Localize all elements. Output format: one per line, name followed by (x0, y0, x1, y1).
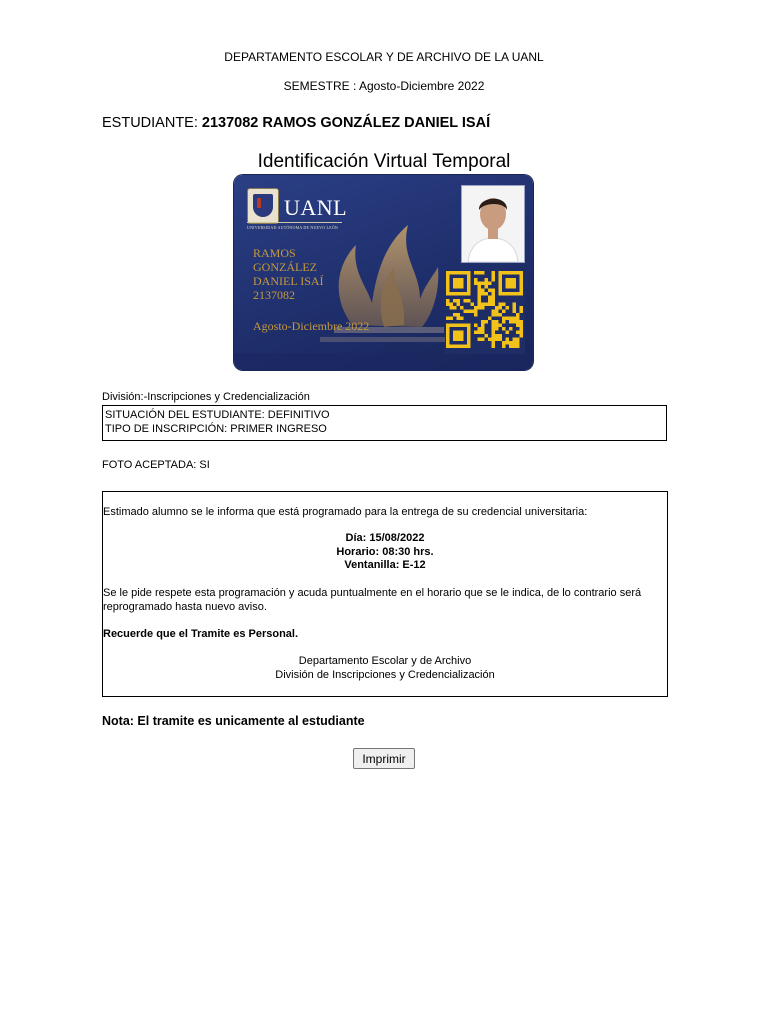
notice-request-line: reprogramado hasta nuevo aviso. (103, 600, 267, 613)
signature-department: Departamento Escolar y de Archivo (298, 655, 472, 667)
notice-intro: Estimado alumno se le informa que está programado para la entrega de su credencial universitaria: (103, 506, 588, 518)
student-photo (461, 185, 525, 263)
card-semester: Agosto-Diciembre 2022 (253, 319, 370, 333)
card-title: Identificación Virtual Temporal (257, 151, 511, 172)
card-student-id: 2137082 (253, 288, 295, 302)
card-name-line: DANIEL ISAÍ (253, 274, 324, 288)
virtual-id-card (234, 175, 533, 370)
logo-underline (247, 222, 342, 223)
student-status: SITUACIÓN DEL ESTUDIANTE: DEFINITIVO (105, 409, 330, 421)
notice-personal-reminder: Recuerde que el Tramite es Personal. (103, 628, 299, 640)
appointment-time: Horario: 08:30 hrs. (336, 545, 434, 558)
photo-accepted-status: FOTO ACEPTADA: SI (102, 459, 210, 471)
student-label: ESTUDIANTE: (102, 115, 198, 131)
credential-delivery-notice (102, 491, 668, 697)
student-line (102, 115, 490, 131)
signature-division: División de Inscripciones y Credencialización (275, 668, 495, 681)
student-status-box (102, 405, 667, 441)
division-label: División:-Inscripciones y Credencialización (102, 391, 310, 403)
card-name-line: RAMOS (253, 246, 296, 260)
uanl-logo-text: UANL (284, 195, 348, 220)
note-text: Nota: El tramite es unicamente al estudiante (102, 714, 365, 728)
notice-request-line: Se le pide respete esta programación y acuda puntualmente en el horario que se le indica, de lo contrario será (103, 587, 642, 599)
notice-request (103, 587, 663, 614)
print-button[interactable]: Imprimir (353, 748, 415, 769)
appointment-window: Ventanilla: E-12 (344, 559, 426, 571)
student-id-name: 2137082 RAMOS GONZÁLEZ DANIEL ISAÍ (201, 115, 491, 131)
department-title: DEPARTAMENTO ESCOLAR Y DE ARCHIVO DE LA UANL (224, 50, 544, 64)
notice-signature (103, 655, 667, 682)
enrollment-type: TIPO DE INSCRIPCIÓN: PRIMER INGRESO (105, 422, 327, 435)
university-seal-icon (247, 188, 279, 224)
semester-label: SEMESTRE : Agosto-Diciembre 2022 (283, 79, 485, 93)
card-name-line: GONZÁLEZ (253, 260, 317, 274)
appointment-details (103, 532, 667, 573)
qr-code-icon (445, 270, 525, 354)
logo-subtext: UNIVERSIDAD AUTÓNOMA DE NUEVO LEÓN (247, 225, 339, 230)
appointment-day: Día: 15/08/2022 (345, 532, 425, 544)
